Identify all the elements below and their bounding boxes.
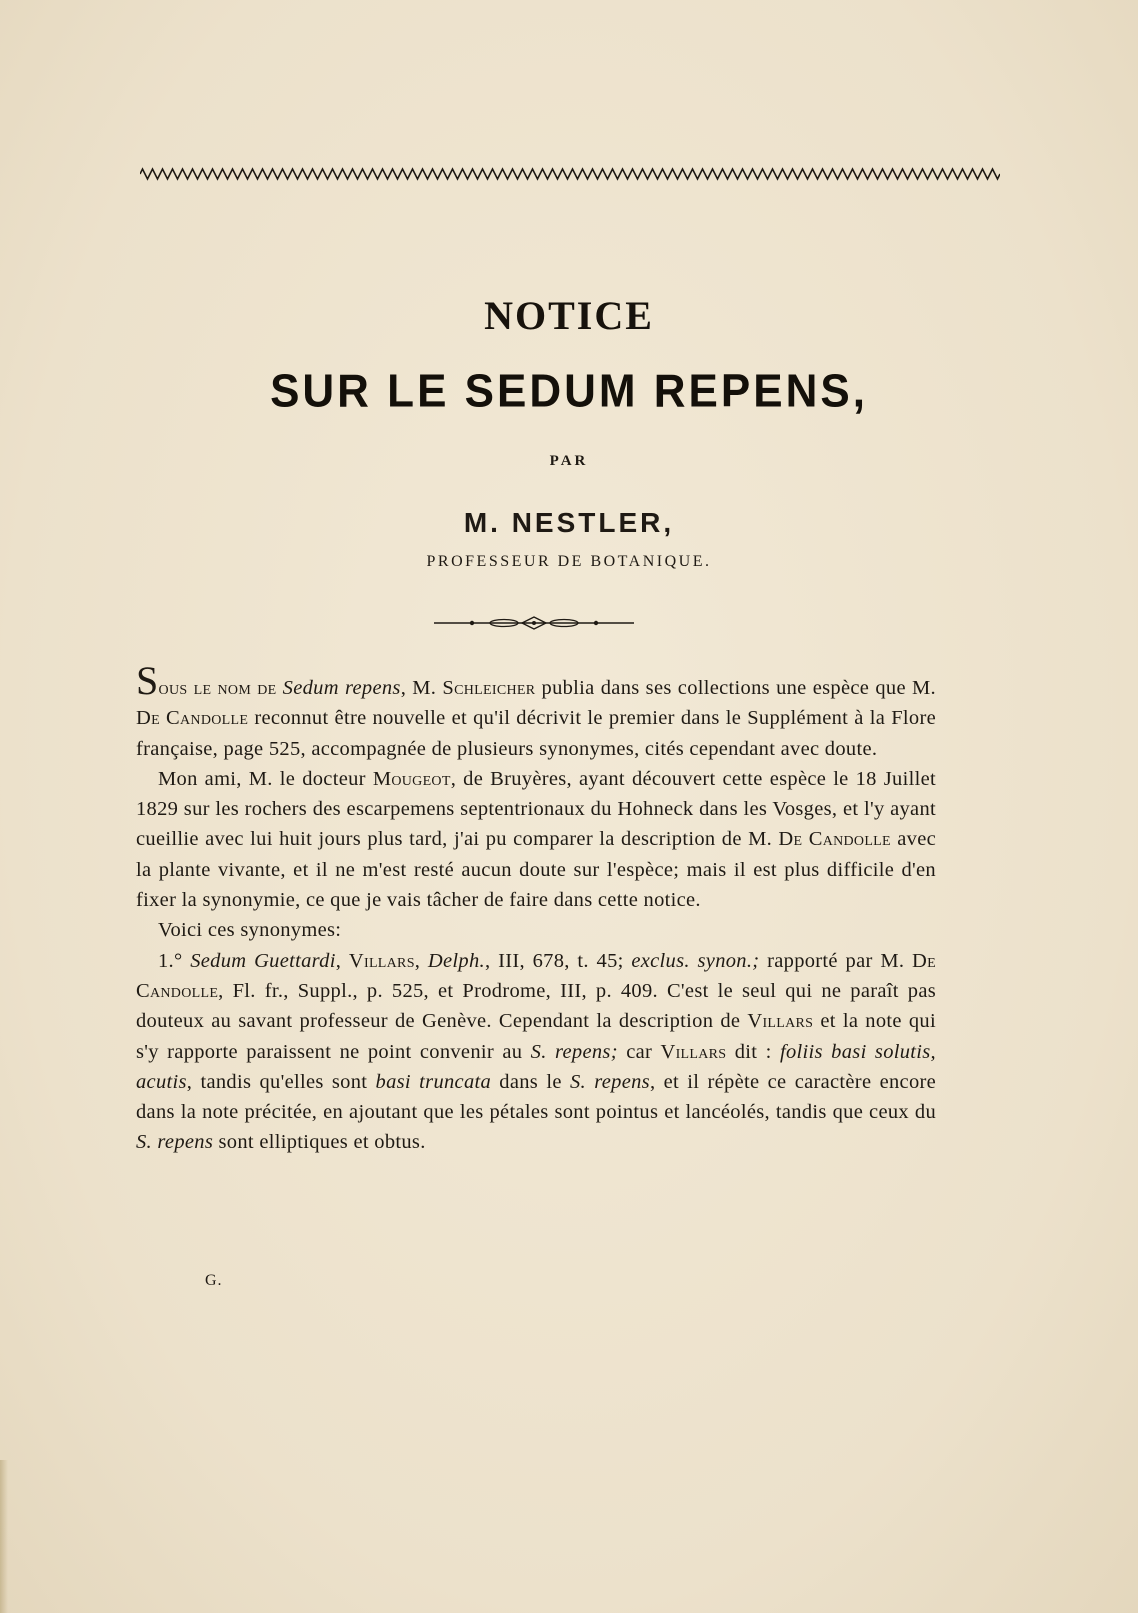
text-run: car	[617, 1040, 661, 1063]
ornamental-flourish-icon	[434, 615, 634, 631]
text-run: S. repens	[570, 1070, 650, 1093]
author-name: M. NESTLER,	[463, 507, 675, 538]
text-run: foliis basi solutis, acutis	[136, 1040, 936, 1093]
text-run: dans le	[491, 1070, 570, 1093]
paragraph-1	[136, 658, 936, 764]
name-villars: Villars	[348, 949, 415, 972]
text-run: , M.	[400, 677, 443, 699]
text-run: ous le nom de	[158, 677, 283, 699]
text-run: , Fl. fr., Suppl., p. 525, et Prodrome, III, p. 409. C'est le seul qui ne paraît pas douteux au savant professeur de Genève. Cependant la description de	[136, 979, 936, 1033]
par-label: PAR	[549, 453, 589, 469]
paragraph-3: Voici ces synonymes:	[158, 919, 342, 942]
text-run: reconnut être nouvelle et qu'il décrivit le premier dans le Supplément à la Flore française, page 525, accompagnée de plusieurs synonymes, cités cependant avec doute.	[136, 707, 936, 760]
wavy-ornament-rule-icon	[140, 166, 1000, 182]
text-run: rapporté par M.	[759, 949, 912, 972]
page-edge-shadow	[0, 1460, 8, 1613]
text-run: Mon ami, M. le docteur	[158, 767, 373, 790]
signature-mark: G.	[205, 1272, 223, 1289]
text-run: et la note qui s'y rapporte paraissent ne point convenir au	[136, 1010, 936, 1063]
name-schleicher: Schleicher	[442, 677, 536, 699]
text-run: , III, 678, t. 45;	[484, 949, 632, 972]
notice-heading: NOTICE	[484, 293, 654, 338]
text-run: avec la plante vivante, et il ne m'est resté aucun doute sur l'espèce; mais il est plus difficile d'en fixer la synonymie, ce que je vais tâcher de faire dans cette notice.	[136, 828, 936, 912]
author-title: PROFESSEUR DE BOTANIQUE.	[426, 553, 712, 570]
text-run: dit :	[726, 1040, 781, 1063]
name-de-candolle: De Candolle	[136, 949, 936, 1002]
text-run: , et il répète ce caractère encore dans la note précitée, en ajoutant que les pétales sont pointus et lancéolés, tandis que ceux du	[136, 1070, 937, 1124]
text-run: , tandis qu'elles sont	[186, 1070, 376, 1093]
body-text	[136, 658, 937, 1158]
name-villars: Villars	[660, 1040, 727, 1063]
name-de-candolle: De Candolle	[136, 707, 249, 730]
text-run: sont elliptiques et obtus.	[213, 1131, 426, 1154]
paragraph-4	[136, 946, 936, 1158]
text-run: Delph.	[427, 949, 485, 972]
text-run: exclus. synon.;	[631, 949, 760, 972]
text-run: Sedum repens	[282, 677, 401, 699]
main-title: SUR LE SEDUM REPENS,	[270, 365, 868, 418]
drop-cap: S	[136, 658, 159, 703]
list-number: 1.°	[158, 949, 183, 972]
text-run: ,	[335, 949, 349, 972]
text-run: basi truncata	[375, 1070, 492, 1093]
text-run: publia dans ses collections une espèce que M.	[535, 677, 936, 699]
text-run: , de Bruyères, ayant découvert cette espèce le 18 Juillet 1829 sur les rochers des escarpemens septentrionaux du Hohneck dans les Vosges, et l'y ayant cueillie avec lui huit jours plus tard, j'ai pu comparer la description de M.	[136, 767, 936, 851]
text-run: S. repens;	[530, 1040, 618, 1063]
name-de-candolle: De Candolle	[778, 828, 891, 851]
name-mougeot: Mougeot	[372, 767, 451, 790]
text-run: Sedum Guettardi	[190, 949, 336, 972]
name-villars: Villars	[747, 1010, 814, 1033]
text-run: S. repens	[136, 1131, 214, 1154]
paragraph-2	[136, 764, 936, 915]
text-run: ,	[414, 949, 428, 972]
